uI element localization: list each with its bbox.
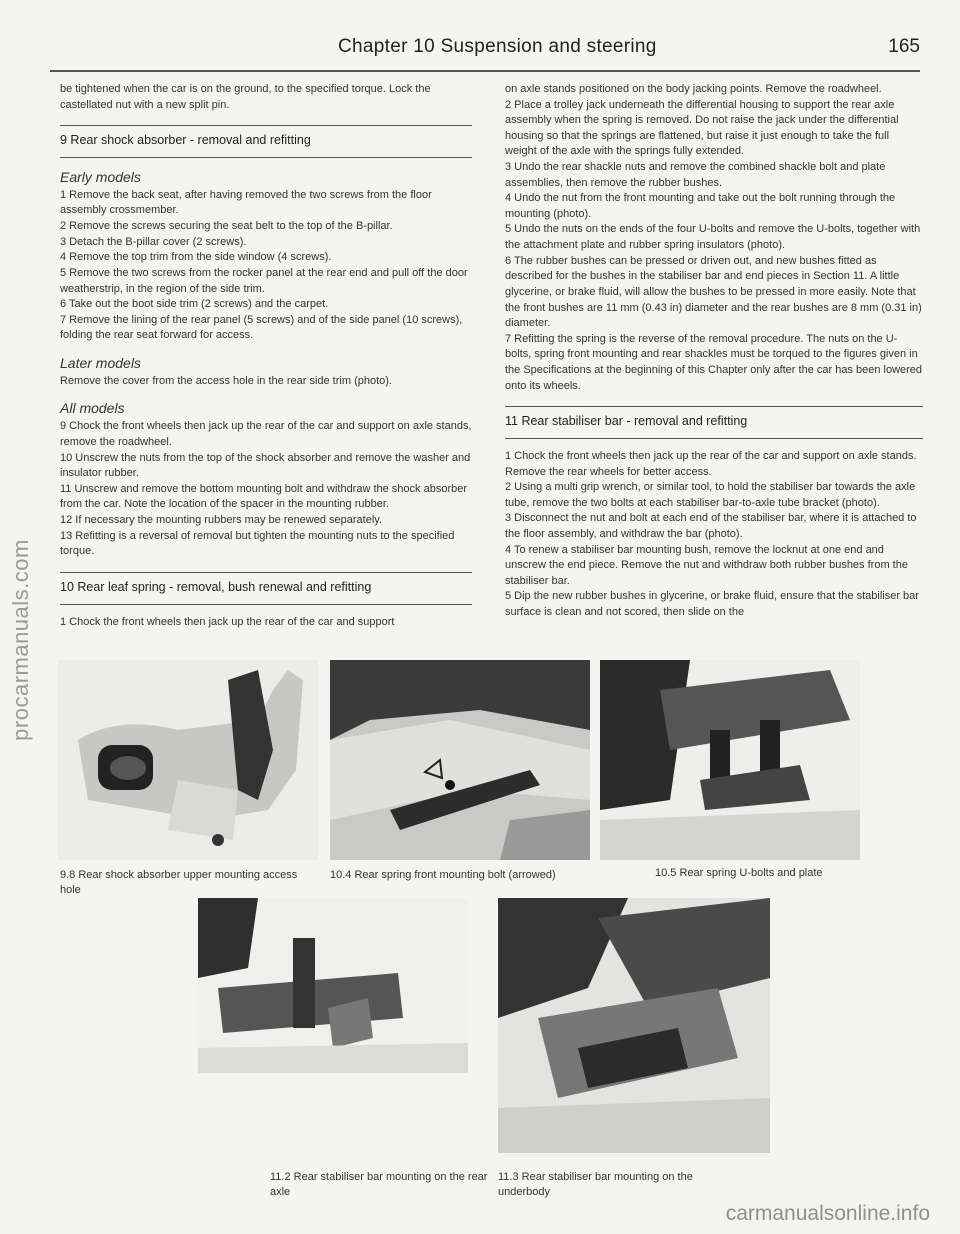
step: 6 The rubber bushes can be pressed or driven out, and new bushes fitted as described for the bushes in the stabiliser bar and end pieces in Section 11. A little glycerine, or brake fluid, will allow the bushes to be pressed in more easily. Note that the front bushes are 11 mm (0.43 in) diameter and the rear bushes are 8 mm (0.31 in) diameter. [505,254,922,330]
step: 11 Unscrew and remove the bottom mounting bolt and withdraw the shock absorber from the car. Note the location of the spacer in the mounting rubber. [60,482,468,511]
caption-11-3: 11.3 Rear stabiliser bar mounting on the underbody [498,1171,693,1198]
section-9-heading: 9 Rear shock absorber - removal and refitting [60,125,472,158]
step: 5 Remove the two screws from the rocker panel at the rear end and pull off the door weatherstrip, in the region of the side trim. [60,266,468,295]
step: Remove the cover from the access hole in the rear side trim (photo). [60,374,392,387]
step: 5 Dip the new rubber bushes in glycerine, or brake fluid, ensure that the stabiliser bar surface is clean and not scored, then slide on the [505,590,919,619]
all-models-subhead: All models [60,400,125,417]
photo-10-4 [330,660,590,860]
step: 4 Remove the top trim from the side window (4 screws). [60,251,332,264]
photo-11-2 [198,898,468,1073]
step: 1 Chock the front wheels then jack up the rear of the car and support [60,615,395,628]
bottom-watermark: carmanualsonline.info [725,1202,930,1225]
right-column [505,82,923,621]
step: 3 Undo the rear shackle nuts and remove the combined shackle bolt and plate assemblies, then remove the rubber bushes. [505,161,886,189]
step: 5 Undo the nuts on the ends of the four U-bolts and remove the U-bolts, together with the attachment plate and rubber spring insulators (photo). [505,223,921,252]
caption-9-8: 9.8 Rear shock absorber upper mounting access hole [60,869,298,896]
photo-9-8 [58,660,318,860]
step: 6 Take out the boot side trim (2 screws) and the carpet. [60,298,329,311]
photo-10-5 [600,660,860,860]
header-rule [50,70,920,72]
intro-paragraph: be tightened when the car is on the ground, to the specified torque. Lock the castellated nut with a new split pin. [60,83,431,111]
side-watermark: procarmanuals.com [8,539,33,741]
section-10-heading: 10 Rear leaf spring - removal, bush renewal and refitting [60,572,472,605]
left-column [60,82,472,630]
step: 3 Detach the B-pillar cover (2 screws). [60,235,247,248]
step: 7 Remove the lining of the rear panel (5 screws) and of the side panel (10 screws), folding the rear seat forward for access. [60,313,463,342]
step: on axle stands positioned on the body jacking points. Remove the roadwheel. [505,83,882,95]
step: 1 Remove the back seat, after having removed the two screws from the floor assembly crossmember. [60,188,432,217]
later-models-subhead: Later models [60,354,141,371]
step: 13 Refitting is a reversal of removal but tighten the mounting nuts to the specified torque. [60,529,455,558]
caption-10-5: 10.5 Rear spring U-bolts and plate [655,867,823,879]
step: 12 If necessary the mounting rubbers may be renewed separately. [60,513,383,526]
step: 3 Disconnect the nut and bolt at each end of the stabiliser bar, where it is attached to the floor assembly, and withdraw the bar (photo). [505,512,917,540]
page-header [50,36,920,84]
step: 7 Refitting the spring is the reverse of the removal procedure. The nuts on the U-bolts, spring front mounting and rear shackles must be torqued to the figures given in the Specifications at the beginning of this Chapter only after the car has been lowered onto its wheels. [505,332,923,392]
step: 2 Place a trolley jack underneath the differential housing to support the rear axle assembly when the spring is removed. Do not raise the jack under the differential housing so that the springs are flattened, but raise it just enough to take the full weight of the axle with the springs fully extended. [505,98,899,158]
caption-10-4: 10.4 Rear spring front mounting bolt (arrowed) [330,869,556,881]
step: 9 Chock the front wheels then jack up the rear of the car and support on axle stands, remove the roadwheel. [60,420,472,448]
early-models-subhead: Early models [60,168,141,185]
step: 2 Remove the screws securing the seat belt to the top of the B-pillar. [60,220,393,233]
section-11-heading: 11 Rear stabiliser bar - removal and refitting [505,406,923,439]
photo-11-3 [498,898,770,1153]
caption-11-2: 11.2 Rear stabiliser bar mounting on the rear axle [270,1171,488,1198]
step: 4 Undo the nut from the front mounting and take out the bolt running through the mounting (photo). [505,192,896,220]
page-number: 165 [888,36,920,57]
step: 2 Using a multi grip wrench, or similar tool, to hold the stabiliser bar towards the axle tube, remove the two bolts at each stabiliser bar-to-axle tube bracket (photo). [505,481,916,509]
step: 10 Unscrew the nuts from the top of the shock absorber and remove the washer and insulator rubber. [60,451,471,480]
step: 1 Chock the front wheels then jack up the rear of the car and support on axle stands. Remove the rear wheels for better access. [505,449,917,478]
step: 4 To renew a stabiliser bar mounting bush, remove the locknut at one end and unscrew the end piece. Remove the nut and withdraw both rubber bushes from the stabiliser bar. [505,543,908,587]
chapter-title: Chapter 10 Suspension and steering [338,36,657,57]
